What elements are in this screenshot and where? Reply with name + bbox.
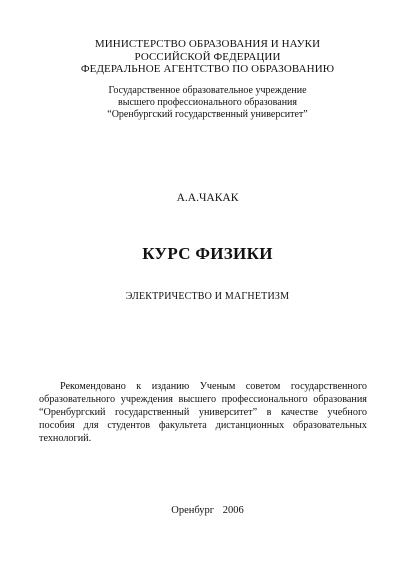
recommendation-paragraph: Рекомендовано к изданию Ученым советом государственного образовательного учреждения высшего профессионального образования “Оренбургский государственный университет” в качестве учебного пособия для студентов факультета дистанционных образовательных технологий. — [39, 381, 367, 444]
author-name: А.А.ЧАКАК — [176, 192, 239, 204]
institution-line-3: “Оренбургский государственный университет” — [107, 109, 308, 120]
city-year: Оренбург 2006 — [171, 505, 244, 516]
ministry-header — [0, 38, 415, 76]
book-title: КУРС ФИЗИКИ — [142, 244, 273, 263]
ministry-line-3: ФЕДЕРАЛЬНОЕ АГЕНТСТВО ПО ОБРАЗОВАНИЮ — [80, 63, 335, 75]
institution-line-1: Государственное образовательное учреждение — [108, 85, 307, 96]
institution-header — [0, 85, 415, 121]
ministry-line-2: РОССИЙСКОЙ ФЕДЕРАЦИИ — [134, 50, 281, 63]
book-subtitle: ЭЛЕКТРИЧЕСТВО И МАГНЕТИЗМ — [125, 291, 290, 302]
institution-line-2: высшего профессионального образования — [118, 97, 297, 108]
ministry-line-1: МИНИСТЕРСТВО ОБРАЗОВАНИЯ И НАУКИ — [94, 38, 321, 50]
